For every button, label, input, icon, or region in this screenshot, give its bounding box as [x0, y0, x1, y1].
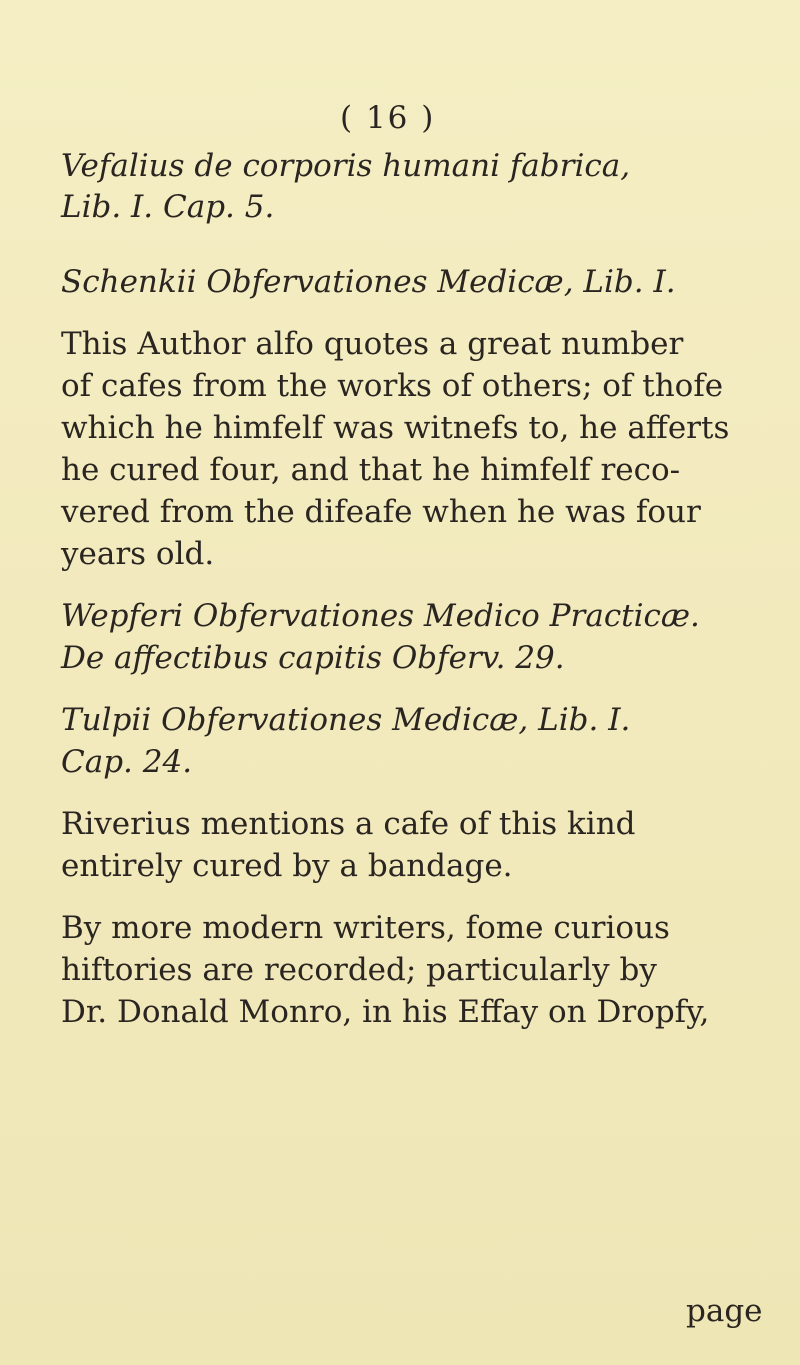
paragraph-line: he cured four, and that he himfelf reco- [61, 452, 681, 488]
reference-vesalius: Vefalius de corporis humani fabrica, [61, 148, 631, 184]
paragraph-line: vered from the difeafe when he was four [61, 494, 701, 530]
catchword: page [686, 1293, 763, 1329]
paragraph-line: which he himfelf was witnefs to, he afferts [61, 410, 730, 446]
paragraph-line: of cafes from the works of others; of thofe [61, 368, 724, 404]
page-number: ( 16 ) [340, 100, 436, 136]
reference-tulpii-cont: Cap. 24. [61, 744, 193, 780]
paragraph-line: This Author alfo quotes a great number [61, 326, 684, 362]
paragraph-line: By more modern writers, fome curious [61, 910, 670, 946]
paragraph-line: Dr. Donald Monro, in his Effay on Dropfy, [61, 994, 710, 1030]
paragraph-line: hiftories are recorded; particularly by [61, 952, 657, 988]
reference-vesalius-cont: Lib. I. Cap. 5. [61, 189, 275, 225]
reference-tulpii: Tulpii Obfervationes Medicæ, Lib. I. [61, 702, 631, 738]
reference-wepferi-cont: De affectibus capitis Obferv. 29. [61, 640, 565, 676]
paragraph-line: Riverius mentions a cafe of this kind [61, 806, 636, 842]
paragraph-line: years old. [61, 536, 215, 572]
reference-schenkii: Schenkii Obfervationes Medicæ, Lib. I. [61, 264, 676, 300]
reference-wepferi: Wepferi Obfervationes Medico Practicæ. [61, 598, 700, 634]
paragraph-line: entirely cured by a bandage. [61, 848, 513, 884]
